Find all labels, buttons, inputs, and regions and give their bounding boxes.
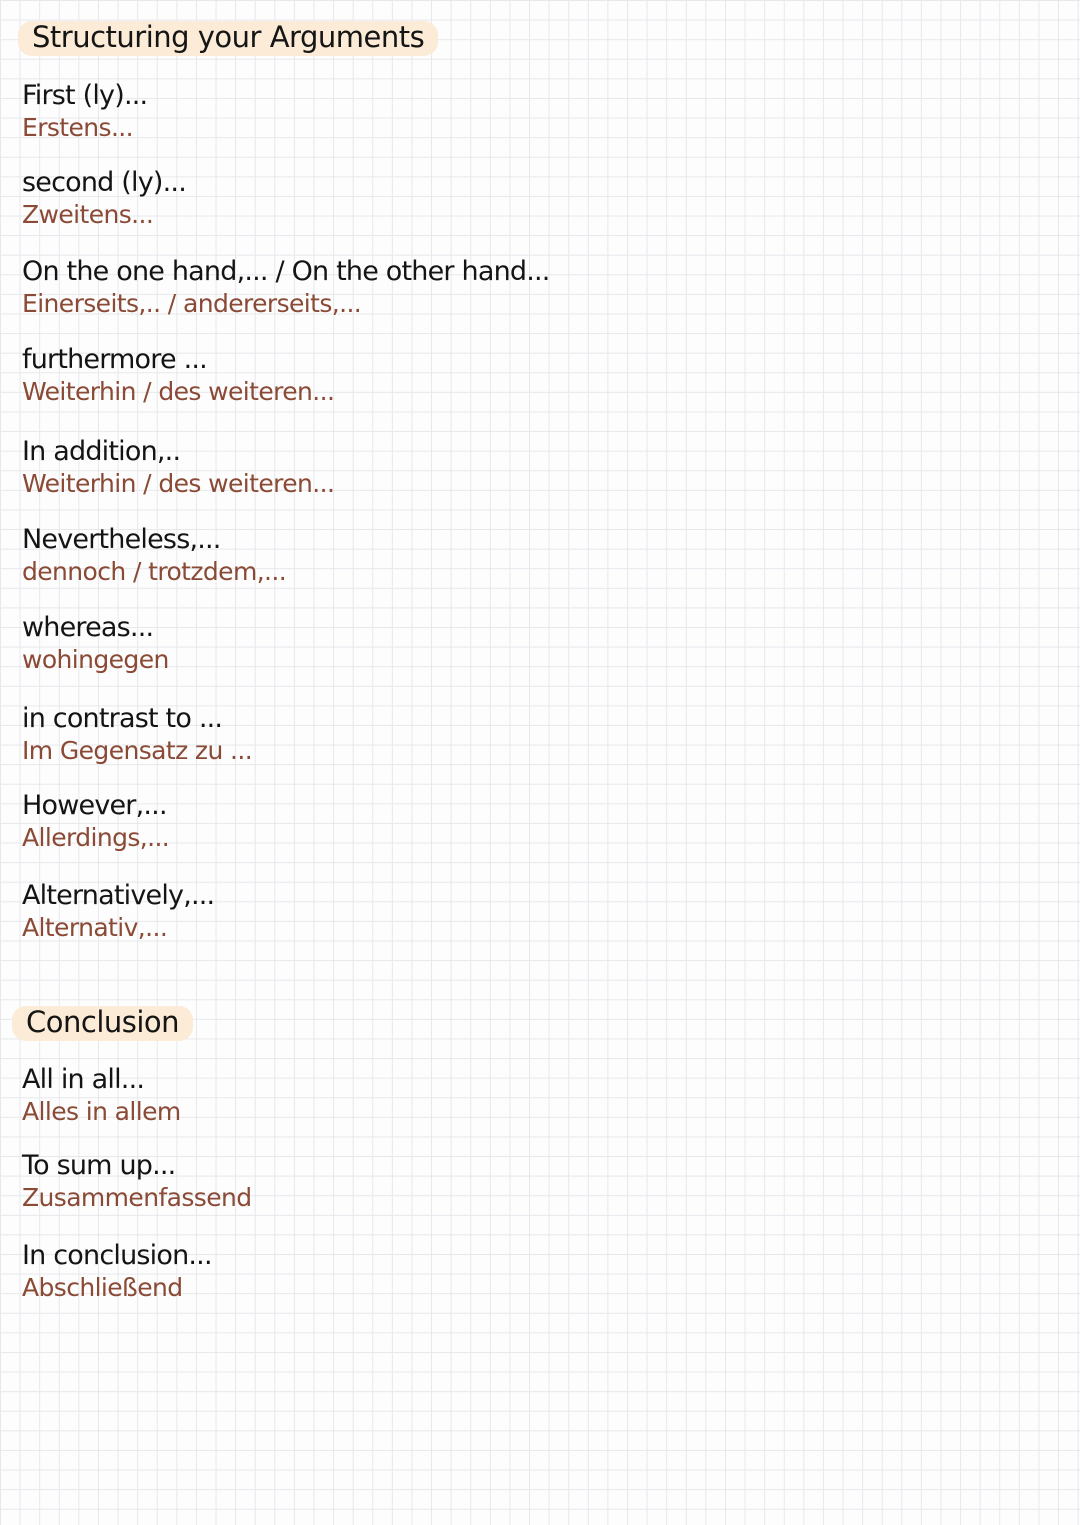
phrase-pair-in-contrast bbox=[22, 703, 252, 767]
german-translation: Alternativ,... bbox=[22, 913, 168, 942]
english-phrase: In conclusion... bbox=[22, 1240, 212, 1271]
german-translation: Einerseits,.. / andererseits,... bbox=[22, 289, 362, 318]
phrase-pair-one-hand bbox=[22, 256, 550, 320]
phrase-pair-however bbox=[22, 790, 169, 854]
german-translation: Im Gegensatz zu ... bbox=[22, 736, 253, 765]
phrase-pair-whereas bbox=[22, 612, 169, 676]
german-translation: wohingegen bbox=[22, 645, 169, 674]
english-phrase: First (ly)... bbox=[22, 80, 148, 111]
german-translation: Zusammenfassend bbox=[22, 1183, 252, 1212]
german-translation: Zweitens... bbox=[22, 200, 154, 229]
german-translation: Erstens... bbox=[22, 113, 133, 142]
english-phrase: On the one hand,... / On the other hand... bbox=[22, 256, 550, 287]
german-translation: dennoch / trotzdem,... bbox=[22, 557, 287, 586]
german-translation: Abschließend bbox=[22, 1273, 183, 1302]
phrase-pair-alternatively bbox=[22, 880, 214, 944]
english-phrase: second (ly)... bbox=[22, 167, 186, 198]
phrase-pair-nevertheless bbox=[22, 524, 286, 588]
english-phrase: However,... bbox=[22, 790, 167, 821]
phrase-pair-in-conclusion bbox=[22, 1240, 212, 1304]
phrase-pair-second bbox=[22, 167, 186, 231]
phrase-pair-first bbox=[22, 80, 147, 144]
phrase-pair-to-sum-up bbox=[22, 1150, 252, 1214]
phrase-pair-all-in-all bbox=[22, 1064, 181, 1128]
english-phrase: furthermore ... bbox=[22, 344, 207, 375]
english-phrase: in contrast to ... bbox=[22, 703, 223, 734]
section-heading-conclusion: Conclusion bbox=[12, 1006, 193, 1041]
german-translation: Weiterhin / des weiteren... bbox=[22, 377, 335, 406]
english-phrase: All in all... bbox=[22, 1064, 145, 1095]
phrase-pair-furthermore bbox=[22, 344, 334, 408]
english-phrase: whereas... bbox=[22, 612, 154, 643]
german-translation: Allerdings,... bbox=[22, 823, 170, 852]
english-phrase: Nevertheless,... bbox=[22, 524, 221, 555]
section-heading-arguments: Structuring your Arguments bbox=[18, 21, 438, 56]
phrase-pair-in-addition bbox=[22, 436, 334, 500]
german-translation: Weiterhin / des weiteren... bbox=[22, 469, 335, 498]
english-phrase: To sum up... bbox=[22, 1150, 176, 1181]
english-phrase: In addition,.. bbox=[22, 436, 181, 467]
english-phrase: Alternatively,... bbox=[22, 880, 215, 911]
german-translation: Alles in allem bbox=[22, 1097, 181, 1126]
